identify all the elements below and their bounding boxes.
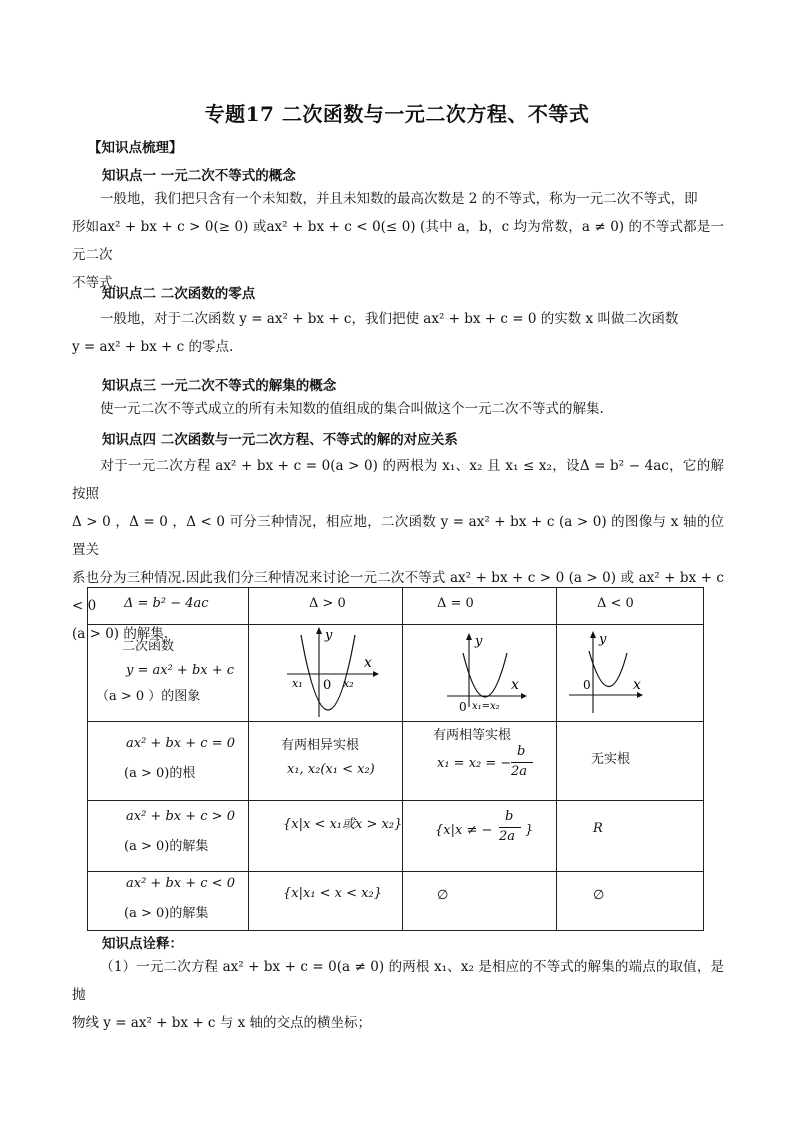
- roots-equal-denominator: 2a: [511, 764, 528, 779]
- parabola-no-roots-graph: [557, 625, 703, 721]
- graph1-root1-label: x₁: [292, 677, 303, 690]
- graph1-x-label: x: [364, 655, 372, 671]
- kp2-heading: 知识点二 二次函数的零点: [102, 286, 256, 302]
- notes-line-2: 物线 y = ax² + bx + c 与 x 轴的交点的横坐标；: [72, 1015, 371, 1031]
- graph-row-label-2: y = ax² + bx + c: [126, 663, 235, 678]
- page-title: 专题17 二次函数与一元二次方程、不等式: [204, 102, 590, 126]
- graph3-origin-label: 0: [583, 678, 591, 692]
- gt-solution-none: R: [593, 821, 603, 836]
- kp1-heading: 知识点一 一元二次不等式的概念: [102, 168, 296, 184]
- roots-row-label-2: (a > 0)的根: [124, 766, 196, 781]
- graph3-x-label: x: [633, 677, 641, 693]
- lt-row-label-2: (a > 0)的解集: [124, 906, 209, 921]
- header-delta-negative: Δ < 0: [597, 596, 634, 611]
- graph2-y-label: y: [475, 634, 483, 649]
- kp2-line-1: 一般地，对于二次函数 y = ax² + bx + c，我们把使 ax² + bx + c = 0 的实数 x 叫做二次函数: [100, 311, 679, 327]
- gt-solution-equal-right: }: [525, 823, 534, 838]
- kp3-paragraph: [72, 395, 724, 423]
- header-delta-positive: Δ > 0: [309, 596, 346, 611]
- graph1-y-label: y: [325, 628, 333, 643]
- table-row-greater: [88, 801, 704, 872]
- kp1-line-1: 一般地，我们把只含有一个未知数，并且未知数的最高次数是 2 的不等式，称为一元二次不等式，即: [100, 191, 698, 207]
- header-discriminant: Δ = b² − 4ac: [124, 596, 209, 611]
- graph-row-label-3: （a > 0 ）的图象: [96, 689, 201, 704]
- graph1-root2-label: x₂: [343, 677, 354, 690]
- table-row-graph: [88, 625, 704, 722]
- graph2-origin-label: 0: [459, 700, 467, 714]
- roots-distinct-text: 有两相异实根: [281, 738, 360, 753]
- roots-distinct-formula: x₁, x₂(x₁ < x₂): [287, 762, 375, 777]
- gt-solution-equal-denominator: 2a: [499, 829, 516, 844]
- kp4-line-3: 系也分为三种情况.因此我们分三种情况来讨论一元二次不等式 ax² + bx + c > 0 (a > 0) 或 ax² + bx + c < 0: [72, 570, 724, 614]
- gt-row-label-1: ax² + bx + c > 0: [126, 809, 235, 824]
- roots-row-label-1: ax² + bx + c = 0: [126, 736, 235, 751]
- parabola-two-roots-graph: [249, 625, 402, 721]
- roots-equal-fraction-bar: [511, 762, 533, 763]
- notes-heading: 知识点诠释：: [102, 936, 183, 952]
- kp4-line-2: Δ > 0 ，Δ = 0 ，Δ < 0 可分三种情况，相应地，二次函数 y = ax² + bx + c (a > 0) 的图像与 x 轴的位置关: [72, 514, 724, 558]
- kp3-heading: 知识点三 一元二次不等式的解集的概念: [102, 378, 337, 394]
- table-row-roots: [88, 722, 704, 801]
- kp1-paragraph: [72, 185, 724, 297]
- gt-solution-fraction-bar: [499, 827, 521, 828]
- roots-equal-text: 有两相等实根: [433, 728, 512, 743]
- kp1-line-3: 不等式.: [72, 275, 117, 291]
- kp2-paragraph: [72, 305, 724, 361]
- table-row-less: [88, 872, 704, 931]
- graph-row-label-1: 二次函数: [122, 639, 175, 654]
- no-roots-text: 无实根: [591, 752, 631, 767]
- kp1-line-2: 形如ax² + bx + c > 0(≥ 0) 或ax² + bx + c < 0(≤ 0) (其中 a，b，c 均为常数，a ≠ 0) 的不等式都是一元二次: [72, 219, 724, 263]
- kp4-line-1: 对于一元二次方程 ax² + bx + c = 0(a > 0) 的两根为 x₁、x₂ 且 x₁ ≤ x₂，设Δ = b² − 4ac，它的解按照: [72, 458, 724, 502]
- graph2-x-label: x: [511, 677, 519, 693]
- kp3-line-1: 使一元二次不等式成立的所有未知数的值组成的集合叫做这个一元二次不等式的解集.: [100, 401, 604, 417]
- gt-row-label-2: (a > 0)的解集: [124, 839, 209, 854]
- lt-solution-distinct: {x|x₁ < x < x₂}: [283, 886, 382, 901]
- graph2-root-label: x₁=x₂: [472, 701, 500, 712]
- graph3-y-label: y: [599, 632, 607, 647]
- lt-row-label-1: ax² + bx + c < 0: [126, 876, 235, 891]
- gt-solution-equal-numerator: b: [505, 809, 514, 824]
- header-delta-zero: Δ = 0: [437, 596, 474, 611]
- gt-solution-distinct: {x|x < x₁或x > x₂}: [283, 817, 403, 832]
- notes-paragraph: [72, 953, 724, 1037]
- kp4-heading: 知识点四 二次函数与一元二次方程、不等式的解的对应关系: [102, 432, 458, 448]
- gt-solution-equal-left: {x|x ≠ −: [435, 823, 493, 838]
- table-header-row: [88, 588, 704, 625]
- notes-line-1: （1）一元二次方程 ax² + bx + c = 0(a ≠ 0) 的两根 x₁、x₂ 是相应的不等式的解集的端点的取值，是抛: [72, 959, 724, 1003]
- roots-equal-numerator: b: [517, 744, 526, 759]
- parabola-one-root-graph: [403, 625, 556, 721]
- section-label: 【知识点梳理】: [88, 140, 183, 156]
- kp4-line-4: (a > 0) 的解集.: [72, 626, 169, 642]
- kp2-line-2: y = ax² + bx + c 的零点.: [72, 339, 234, 355]
- graph1-origin-label: 0: [323, 678, 332, 693]
- roots-equal-formula: x₁ = x₂ = −: [437, 756, 512, 771]
- relation-table: [87, 587, 704, 931]
- lt-solution-equal: ∅: [437, 888, 449, 903]
- lt-solution-none: ∅: [593, 888, 605, 903]
